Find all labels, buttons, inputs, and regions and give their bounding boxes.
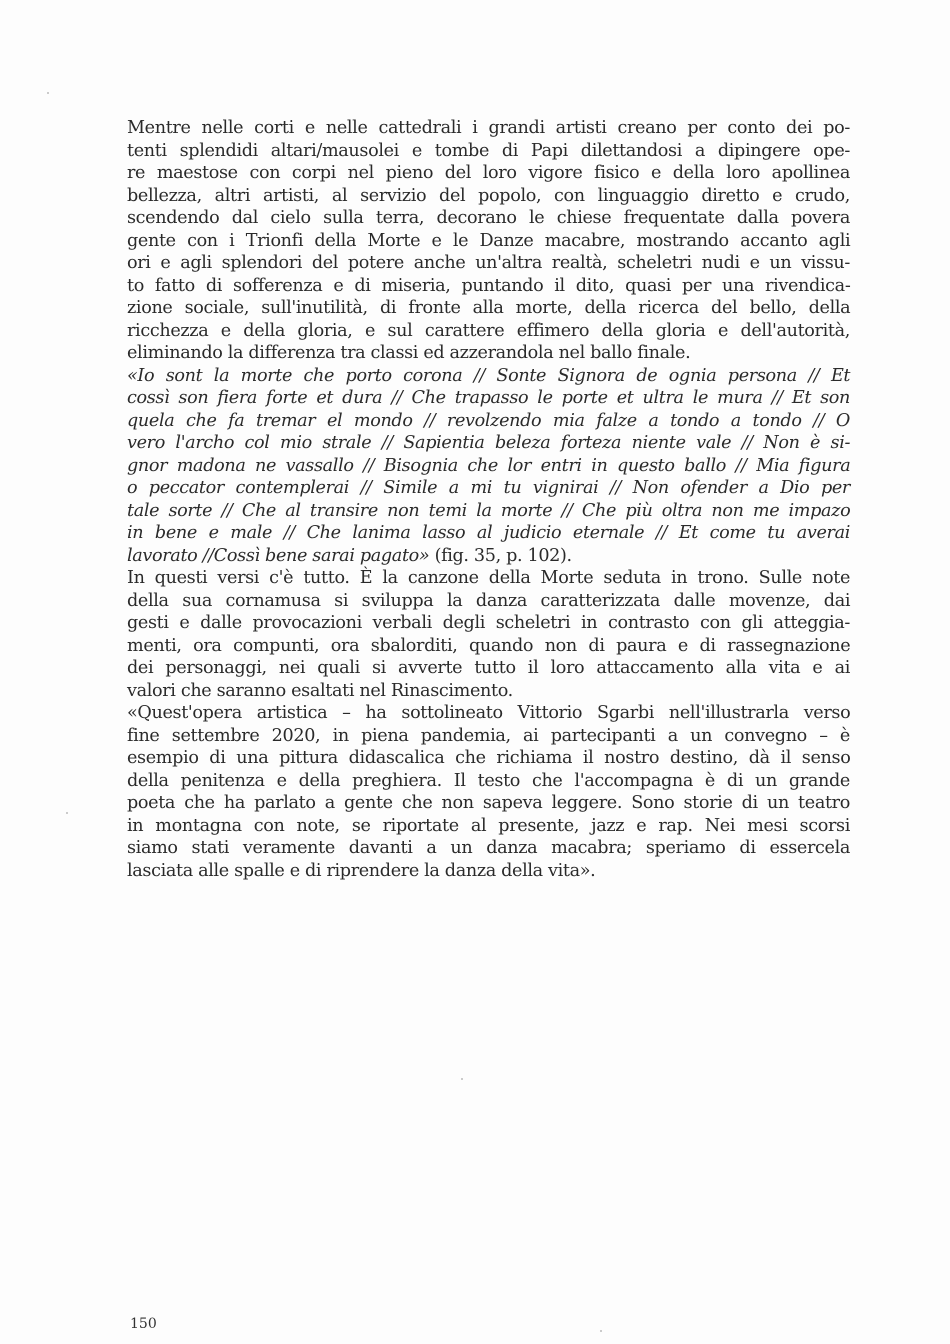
- scan-speck: [461, 1078, 463, 1080]
- verse-line: «Io sont la morte che porto corona // Sonte Signora de ognia persona // Et: [127, 365, 851, 386]
- verse-line: vero l'archo col mio strale // Sapientia beleza forteza niente vale // Non è si-: [127, 433, 851, 453]
- scan-speck: [47, 92, 49, 94]
- verse-line: quela che fa tremar el mondo // revolzendo mia falze a tondo a tondo // O: [127, 410, 850, 431]
- paragraph-sgarbi-quote: [127, 702, 850, 882]
- text-line: esempio di una pittura didascalica che richiama il nostro destino, dà il senso: [127, 748, 851, 768]
- text-line: in montagna con note, se riportate al presente, jazz e rap. Nei mesi scorsi: [127, 815, 850, 836]
- text-line: bellezza, altri artisti, al servizio del popolo, con linguaggio diretto e crudo,: [127, 185, 850, 206]
- text-line: lasciata alle spalle e di riprendere la danza della vita».: [127, 860, 596, 881]
- text-line: dei personaggi, nei quali si avverte tutto il loro attaccamento alla vita e ai: [127, 658, 850, 678]
- paragraph-commentary: [127, 567, 850, 702]
- text-line: scendendo dal cielo sulla terra, decorano le chiese frequentate dalla povera: [127, 208, 850, 228]
- text-line: ricchezza e della gloria, e sul carattere effimero della gloria e dell'autorità,: [127, 320, 850, 341]
- text-line: ori e agli splendori del potere anche un'altra realtà, scheletri nudi e un vissu-: [127, 253, 850, 273]
- text-line: della sua cornamusa si sviluppa la danza caratterizzata dalle movenze, dai: [127, 590, 851, 611]
- text-line: «Quest'opera artistica – ha sottolineato Vittorio Sgarbi nell'illustrarla verso: [127, 703, 851, 723]
- text-line: Mentre nelle corti e nelle cattedrali i grandi artisti creano per conto dei po-: [127, 118, 850, 138]
- verse-line: o peccator contemplerai // Simile a mi tu vignirai // Non ofender a Dio per: [127, 478, 850, 498]
- scan-speck: [600, 1330, 602, 1332]
- text-line: poeta che ha parlato a gente che non sapeva leggere. Sono storie di un teatro: [127, 793, 850, 813]
- verse-closing: lavorato //Cossì bene sarai pagato»: [127, 545, 430, 566]
- body-text: [127, 117, 850, 882]
- scan-speck: [66, 812, 68, 814]
- text-line: to fatto di sofferenza e di miseria, puntando il dito, quasi per una rivendica-: [127, 275, 851, 296]
- text-line: valori che saranno esaltati nel Rinascimento.: [127, 680, 513, 701]
- text-line: zione sociale, sull'inutilità, di fronte alla morte, della ricerca del bello, della: [127, 298, 851, 318]
- text-line: gente con i Trionfi della Morte e le Danze macabre, mostrando accanto agli: [127, 230, 851, 251]
- text-line: siamo stati veramente davanti a un danza macabra; speriamo di essercela: [127, 838, 850, 858]
- text-line: tenti splendidi altari/mausolei e tombe di Papi dilettandosi a dipingere ope-: [127, 140, 850, 161]
- text-line: fine settembre 2020, in piena pandemia, ai partecipanti a un convegno – è: [127, 725, 850, 746]
- text-line: della penitenza e della preghiera. Il testo che l'accompagna è di un grande: [127, 770, 850, 791]
- paragraph-intro: [127, 117, 850, 365]
- text-line: gesti e dalle provocazioni verbali degli scheletri in contrasto con gli atteggia-: [127, 613, 851, 633]
- verse-line: gnor madona ne vassallo // Bisognia che lor entri in questo ballo // Mia figura: [127, 455, 851, 476]
- verse-closing-line: [127, 545, 850, 568]
- text-line: menti, ora compunti, ora sbalorditi, quando non di paura e di rassegnazione: [127, 635, 851, 656]
- verse-line: tale sorte // Che al transire non temi la morte // Che più oltra non me impazo: [127, 500, 851, 521]
- page-number: 150: [130, 1316, 157, 1332]
- text-line: In questi versi c'è tutto. È la canzone della Morte seduta in trono. Sulle note: [127, 568, 851, 588]
- verse-quote: [127, 365, 850, 568]
- verse-line: in bene e male // Che lanima lasso al judicio eternale // Et come tu averai: [127, 523, 850, 543]
- figure-reference: (fig. 35, p. 102).: [429, 545, 572, 566]
- verse-line: cossì son fiera forte et dura // Che trapasso le porte et ultra le mura // Et son: [127, 388, 850, 408]
- text-line: eliminando la differenza tra classi ed azzerandola nel ballo finale.: [127, 343, 691, 363]
- text-line: re maestose con corpi nel pieno del loro vigore fisico e della loro apollinea: [127, 163, 850, 183]
